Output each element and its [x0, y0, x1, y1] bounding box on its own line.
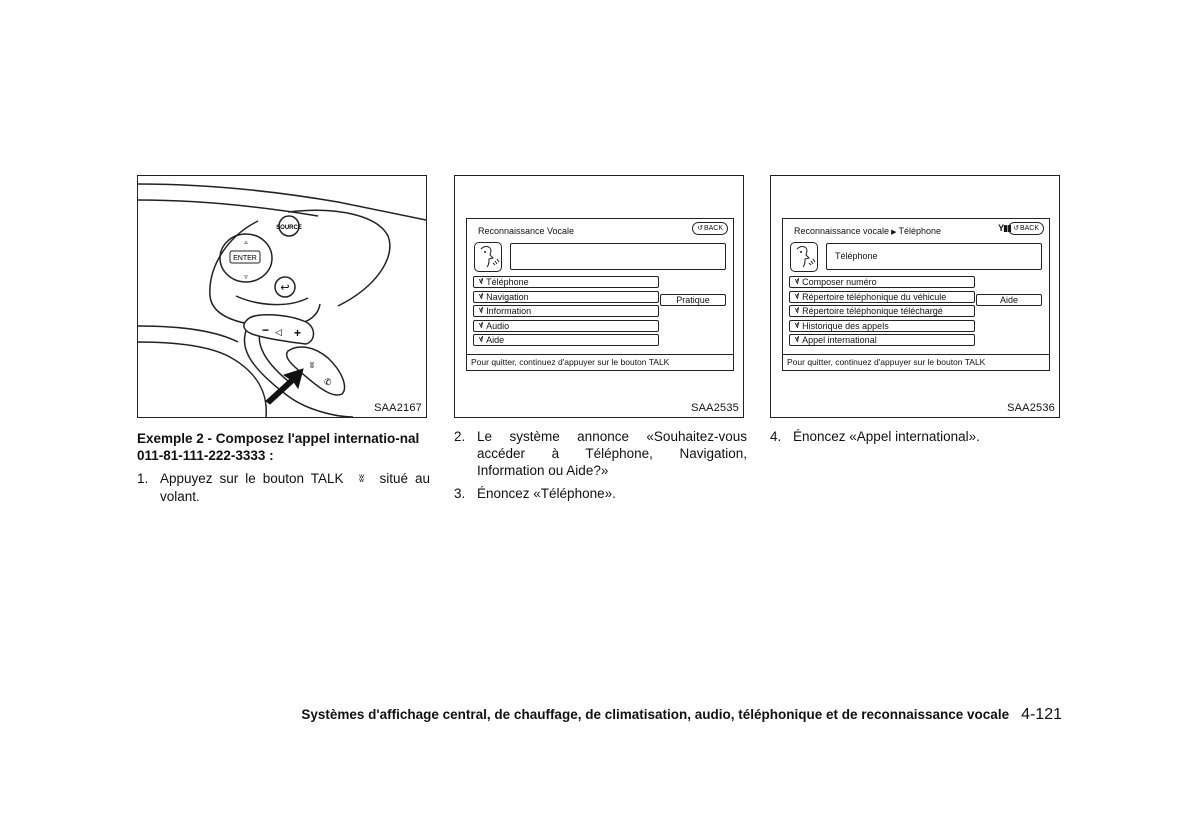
figure-code: SAA2167 [374, 402, 422, 414]
display-screen [466, 218, 734, 371]
figure-code: SAA2536 [1007, 402, 1055, 414]
phone-icon: ✆ [324, 377, 332, 387]
recognized-text-box: Téléphone [826, 243, 1042, 270]
command-label: Historique des appels [802, 320, 889, 331]
voice-command-icon: ᵞ/ [795, 277, 799, 286]
command-label: Aide [486, 335, 505, 345]
step-3 [454, 485, 747, 502]
voice-command-icon: ᵞ/ [479, 306, 483, 315]
page-number: 4-121 [1021, 706, 1062, 723]
command-label: Appel international [802, 335, 877, 345]
voice-command-icon: ᵞ/ [795, 291, 799, 301]
display-screen [782, 218, 1050, 371]
command-item-downloaded-phonebook[interactable] [789, 305, 975, 317]
step-text: Énoncez «Appel international». [793, 429, 980, 444]
step-number: 1. [137, 471, 149, 486]
command-item-information[interactable] [473, 305, 659, 317]
step-number: 3. [454, 486, 466, 501]
back-button-label: BACK [1019, 225, 1039, 232]
steering-wheel-illustration [138, 176, 426, 417]
pratique-button[interactable]: Pratique [660, 294, 726, 306]
back-button[interactable] [692, 222, 728, 235]
command-item-audio[interactable] [473, 320, 659, 332]
figure-telephone-menu [770, 175, 1060, 418]
speaker-icon: ◁ [275, 327, 282, 337]
step-2 [454, 428, 747, 479]
down-arrow-icon: ▿ [244, 274, 248, 281]
command-label: Répertoire téléphonique téléchargé [802, 306, 943, 316]
pointer-arrow-icon [266, 369, 303, 404]
command-label: Audio [486, 320, 510, 331]
page-footer [290, 706, 1062, 724]
screen-title [794, 226, 941, 236]
talk-button-icon: ʬ [310, 361, 314, 370]
step-text-part-a: Appuyez sur le bouton TALK [160, 471, 344, 486]
example-heading: Exemple 2 - Composez l'appel internatio-nal 011-81-111-222-3333 : [137, 431, 420, 463]
figure-code: SAA2535 [691, 402, 739, 414]
talk-button-icon: ʬ [359, 473, 364, 485]
enter-label: ENTER [233, 255, 257, 262]
step-text: Énoncez «Téléphone». [477, 486, 616, 501]
command-label: Téléphone [486, 277, 529, 287]
command-item-call-history[interactable] [789, 320, 975, 332]
command-label: Répertoire téléphonique du véhicule [802, 291, 947, 302]
back-arrow-icon: ↺ [1013, 225, 1019, 232]
screen-title-sub: Téléphone [898, 226, 941, 236]
up-arrow-icon: ▵ [244, 239, 248, 246]
step-number: 4. [770, 429, 782, 444]
screen-footer-hint: Pour quitter, continuez d'appuyer sur le bouton TALK [783, 354, 1049, 370]
figure-steering-switch [137, 175, 427, 418]
voice-command-icon: ᵞ/ [795, 306, 799, 315]
breadcrumb-arrow-icon: ▶ [891, 229, 897, 236]
volume-down-icon: − [262, 323, 270, 337]
step-number: 2. [454, 429, 466, 444]
speaking-face-icon [790, 242, 818, 272]
voice-command-icon: ᵞ/ [479, 335, 483, 344]
voice-command-icon: ᵞ/ [479, 277, 483, 286]
voice-command-icon: ᵞ/ [795, 320, 799, 330]
step-text [160, 470, 430, 505]
step-4 [770, 428, 1063, 445]
recognized-text-box [510, 243, 726, 270]
source-label: SOURCE [276, 225, 302, 231]
back-button[interactable] [1008, 222, 1044, 235]
command-item-telephone[interactable] [473, 276, 659, 288]
volume-up-icon: + [294, 326, 302, 340]
screen-title-main: Reconnaissance vocale [794, 226, 890, 236]
voice-command-icon: ᵞ/ [795, 335, 799, 344]
command-item-vehicle-phonebook[interactable] [789, 291, 975, 303]
command-item-aide[interactable] [473, 334, 659, 346]
screen-title: Reconnaissance Vocale [478, 226, 575, 236]
command-item-international-call[interactable] [789, 334, 975, 346]
voice-command-icon: ᵞ/ [479, 320, 483, 330]
text-column-1 [137, 430, 430, 511]
figure-voice-menu [454, 175, 744, 418]
section-title: Systèmes d'affichage central, de chauffage, de climatisation, audio, téléphonique et de reconnaissance vocale [301, 707, 1010, 722]
command-item-navigation[interactable] [473, 291, 659, 303]
voice-command-list [789, 276, 975, 349]
voice-command-icon: ᵞ/ [479, 291, 483, 301]
aide-button[interactable]: Aide [976, 294, 1042, 306]
step-text-part-b: situé au volant. [160, 471, 430, 504]
screen-footer-hint: Pour quitter, continuez d'appuyer sur le bouton TALK [467, 354, 733, 370]
command-label: Composer numéro [802, 277, 877, 287]
text-column-2 [454, 428, 747, 508]
back-button-label: BACK [703, 225, 723, 232]
step-1 [137, 470, 430, 505]
text-column-3 [770, 428, 1063, 451]
command-label: Information [486, 306, 532, 316]
back-arrow-icon: ↩ [280, 282, 290, 294]
back-arrow-icon: ↺ [697, 225, 703, 232]
step-text: Le système annonce «Souhaitez-vous accéder à Téléphone, Navigation, Information ou Aide?» [477, 429, 747, 478]
speaking-face-icon [474, 242, 502, 272]
command-label: Navigation [486, 291, 529, 302]
command-item-dial-number[interactable] [789, 276, 975, 288]
signal-strength-icon: Y▮▮ [998, 223, 1011, 233]
voice-command-list [473, 276, 659, 349]
